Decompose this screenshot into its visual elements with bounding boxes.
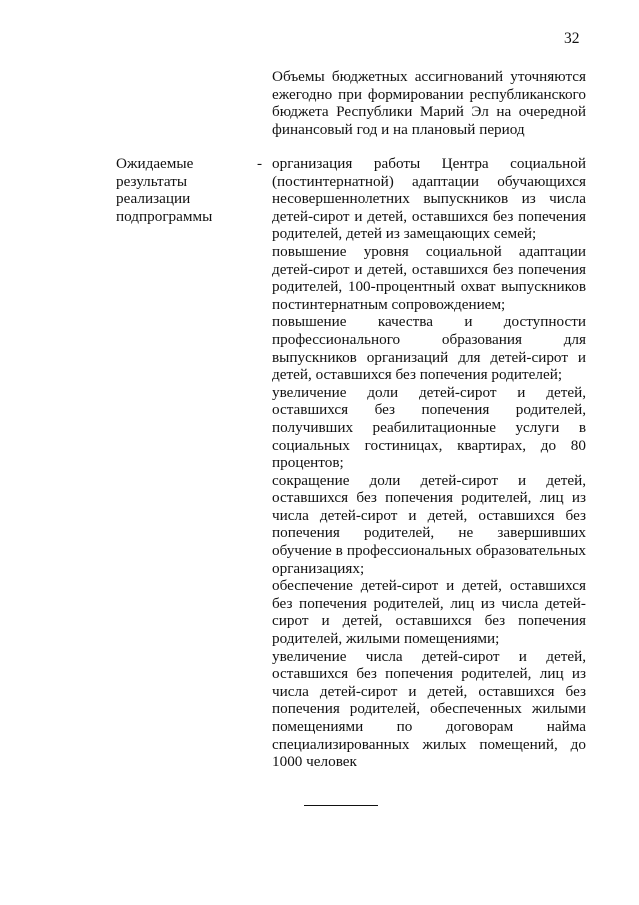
- result-item: повышение уровня социальной адаптации детей-сирот и детей, оставшихся без попечения родителей, 100-процентный охват выпускников постинтернатным сопровождением;: [272, 242, 586, 313]
- expected-results-label: [116, 155, 256, 225]
- result-item: повышение качества и доступности профессионального образования для выпускников организаций для детей-сирот и детей, оставшихся без попечения родителей;: [272, 313, 586, 384]
- label-dash: -: [257, 155, 263, 172]
- footer-divider: [304, 805, 378, 806]
- expected-results-list: [272, 155, 586, 771]
- funding-note: Объемы бюджетных ассигнований уточняются ежегодно при формировании республиканского бюджета Республики Марий Эл на очередной финансовый год и на плановый период: [272, 68, 586, 138]
- label-line: результаты: [116, 172, 188, 190]
- label-line: реализации: [116, 190, 191, 208]
- result-item: обеспечение детей-сирот и детей, оставшихся без попечения родителей, лиц из числа детей-сирот и детей, оставшихся без попечения родителей, жилыми помещениями;: [272, 577, 586, 648]
- result-item: увеличение числа детей-сирот и детей, оставшихся без попечения родителей, лиц из числа детей-сирот и детей, оставшихся без попечения родителей, обеспеченных жилыми помещениями по договорам найма специализированных жилых помещений, до 1000 человек: [272, 647, 586, 771]
- result-item: организация работы Центра социальной (постинтернатной) адаптации обучающихся несовершеннолетних выпускников из числа детей-сирот и детей, оставшихся без попечения родителей, детей из замещающих семей;: [272, 155, 586, 243]
- label-line: подпрограммы: [116, 207, 213, 225]
- label-line: Ожидаемые: [116, 155, 194, 172]
- page-number: 32: [564, 30, 580, 47]
- result-item: увеличение доли детей-сирот и детей, оставшихся без попечения родителей, получивших реабилитационные услуги в социальных гостиницах, квартирах, до 80 процентов;: [272, 383, 586, 472]
- result-item: сокращение доли детей-сирот и детей, оставшихся без попечения родителей, лиц из числа детей-сирот и детей, оставшихся без попечения родителей, не завершивших обучение в профессиональных образовательных организациях;: [272, 471, 586, 577]
